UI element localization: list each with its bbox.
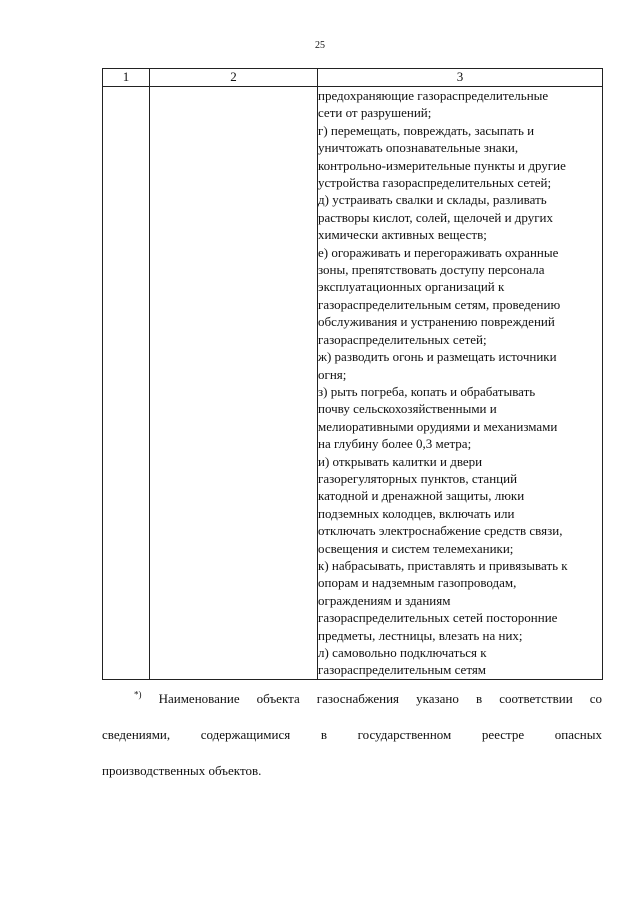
text-line: обслуживания и устранению повреждений	[318, 314, 555, 330]
text-line: опорам и надземным газопроводам,	[318, 575, 517, 591]
footnote	[102, 690, 602, 780]
text-line: и) открывать калитки и двери	[318, 453, 483, 469]
footnote-marker: *)	[134, 689, 142, 700]
text-line: почву сельскохозяйственными и	[318, 401, 497, 417]
column-header-2: 2	[150, 69, 318, 87]
text-line: предметы, лестницы, влезать на них;	[318, 627, 523, 643]
text-line: л) самовольно подключаться к	[318, 645, 487, 660]
text-line: ограждениям и зданиям	[318, 592, 451, 608]
text-line: газораспределительных сетей;	[318, 331, 487, 347]
table-cell-col3	[318, 87, 603, 680]
text-line: эксплуатационных организаций к	[318, 279, 505, 295]
text-line: д) устраивать свалки и склады, разливать	[318, 192, 547, 208]
text-line: г) перемещать, повреждать, засыпать и	[318, 122, 535, 138]
text-line: освещения и систем телемеханики;	[318, 540, 514, 556]
text-line: з) рыть погреба, копать и обрабатывать	[318, 383, 536, 399]
text-line: контрольно-измерительные пункты и другие	[318, 157, 566, 173]
text-line: к) набрасывать, приставлять и привязывать к	[318, 557, 568, 573]
text-line: газораспределительных сетей посторонние	[318, 610, 558, 626]
text-line: газорегуляторных пунктов, станций	[318, 470, 518, 486]
text-line: огня;	[318, 366, 347, 382]
footnote-text: сведениями, содержащимися в государственном реестре опасных	[102, 727, 602, 742]
text-line: е) огораживать и перегораживать охранные	[318, 244, 559, 260]
column-header-1: 1	[103, 69, 150, 87]
table-header-row	[103, 69, 603, 87]
content-table	[102, 68, 603, 680]
page-number: 25	[315, 40, 325, 51]
text-line: сети от разрушений;	[318, 105, 432, 121]
text-line: газораспределительным сетям, проведению	[318, 296, 561, 312]
text-line: ж) разводить огонь и размещать источники	[318, 349, 557, 365]
footnote-line	[102, 690, 602, 726]
text-line: предохраняющие газораспределительные	[318, 88, 549, 103]
footnote-line	[102, 726, 602, 762]
footnote-text: Наименование объекта газоснабжения указано в соответствии со	[158, 691, 603, 706]
text-line: отключать электроснабжение средств связи,	[318, 523, 563, 539]
text-line: газораспределительным сетям	[318, 662, 487, 678]
footnote-line	[102, 762, 602, 780]
text-line: зоны, препятствовать доступу персонала	[318, 262, 545, 278]
text-line: химически активных веществ;	[318, 227, 487, 243]
text-line: растворы кислот, солей, щелочей и других	[318, 209, 554, 225]
table-cell-col1	[103, 87, 150, 680]
text-line: на глубину более 0,3 метра;	[318, 436, 472, 452]
column-header-3: 3	[318, 69, 603, 87]
table-row	[103, 87, 603, 680]
footnote-text: производственных объектов.	[102, 763, 262, 778]
text-line: уничтожать опознавательные знаки,	[318, 140, 519, 156]
text-line: подземных колодцев, включать или	[318, 505, 515, 521]
table-cell-col2	[150, 87, 318, 680]
text-line: мелиоративными орудиями и механизмами	[318, 418, 558, 434]
text-line: катодной и дренажной защиты, люки	[318, 488, 525, 504]
text-line: устройства газораспределительных сетей;	[318, 175, 552, 191]
